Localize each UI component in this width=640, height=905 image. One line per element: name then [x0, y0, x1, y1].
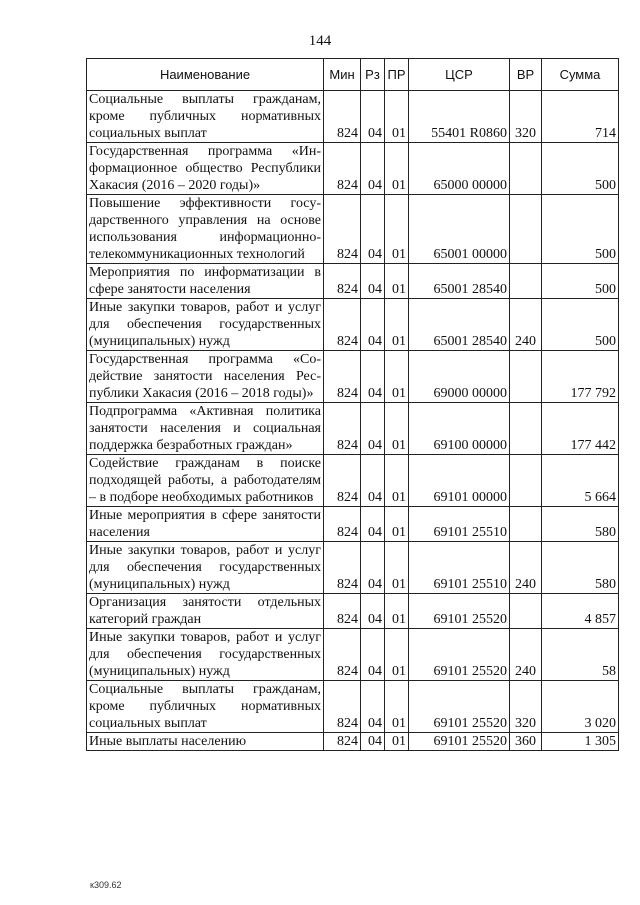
- table-row: [87, 542, 619, 594]
- row-csr: 65001 28540: [409, 264, 510, 299]
- row-min: 824: [324, 403, 361, 455]
- header-rz: Рз: [361, 59, 385, 91]
- row-sum: 500: [542, 264, 619, 299]
- table-header-row: [87, 59, 619, 91]
- table-row: [87, 681, 619, 733]
- row-rz: 04: [361, 299, 385, 351]
- row-vr: [510, 351, 542, 403]
- row-sum: 58: [542, 629, 619, 681]
- row-pr: 01: [385, 681, 409, 733]
- header-name: Наименование: [87, 59, 324, 91]
- row-csr: 69100 00000: [409, 403, 510, 455]
- footer-code: к309.62: [90, 880, 122, 890]
- row-rz: 04: [361, 403, 385, 455]
- row-pr: 01: [385, 91, 409, 143]
- row-name: Повышение эффективности государственного управления на основе использования информационно-телекоммуникационных технологий: [87, 195, 324, 264]
- row-name: Подпрограмма «Активная политика занятости населения и социальная поддержка безработных граждан»: [87, 403, 324, 455]
- row-min: 824: [324, 594, 361, 629]
- table-row: [87, 733, 619, 751]
- row-name: Организация занятости отдельных категорий граждан: [87, 594, 324, 629]
- row-name: Иные закупки товаров, работ и услуг для обеспечения государственных (муниципальных) нужд: [87, 542, 324, 594]
- row-sum: 500: [542, 195, 619, 264]
- header-sum: Сумма: [542, 59, 619, 91]
- row-min: 824: [324, 143, 361, 195]
- row-min: 824: [324, 264, 361, 299]
- row-rz: 04: [361, 542, 385, 594]
- row-vr: 240: [510, 542, 542, 594]
- row-rz: 04: [361, 351, 385, 403]
- row-name: Иные закупки товаров, работ и услуг для обеспечения государственных (муниципальных) нужд: [87, 299, 324, 351]
- row-pr: 01: [385, 299, 409, 351]
- table-row: [87, 299, 619, 351]
- table-row: [87, 455, 619, 507]
- row-name: Содействие гражданам в поиске подходящей работы, а работодателям – в подборе необходимых работников: [87, 455, 324, 507]
- row-sum: 4 857: [542, 594, 619, 629]
- row-vr: [510, 143, 542, 195]
- row-sum: 1 305: [542, 733, 619, 751]
- row-csr: 69101 25520: [409, 733, 510, 751]
- table-row: [87, 264, 619, 299]
- row-vr: 360: [510, 733, 542, 751]
- row-csr: 65001 00000: [409, 195, 510, 264]
- row-sum: 500: [542, 143, 619, 195]
- row-name: Мероприятия по информатизации в сфере занятости населения: [87, 264, 324, 299]
- row-min: 824: [324, 91, 361, 143]
- header-pr: ПР: [385, 59, 409, 91]
- row-csr: 69101 25520: [409, 629, 510, 681]
- row-vr: [510, 264, 542, 299]
- row-csr: 55401 R0860: [409, 91, 510, 143]
- row-min: 824: [324, 455, 361, 507]
- row-min: 824: [324, 629, 361, 681]
- row-csr: 69101 00000: [409, 455, 510, 507]
- row-vr: [510, 403, 542, 455]
- row-name: Иные выплаты населению: [87, 733, 324, 751]
- row-pr: 01: [385, 264, 409, 299]
- header-csr: ЦСР: [409, 59, 510, 91]
- row-sum: 3 020: [542, 681, 619, 733]
- row-sum: 580: [542, 507, 619, 542]
- row-pr: 01: [385, 403, 409, 455]
- row-csr: 69000 00000: [409, 351, 510, 403]
- budget-table: [86, 58, 619, 751]
- row-min: 824: [324, 681, 361, 733]
- row-sum: 714: [542, 91, 619, 143]
- row-rz: 04: [361, 681, 385, 733]
- row-rz: 04: [361, 195, 385, 264]
- row-pr: 01: [385, 351, 409, 403]
- row-pr: 01: [385, 507, 409, 542]
- row-sum: 177 792: [542, 351, 619, 403]
- row-vr: [510, 594, 542, 629]
- row-vr: 320: [510, 91, 542, 143]
- table-row: [87, 507, 619, 542]
- row-min: 824: [324, 507, 361, 542]
- row-name: Социальные выплаты гражданам, кроме публичных нормативных социальных выплат: [87, 681, 324, 733]
- row-name: Государственная программа «Информационное общество Республики Хакасия (2016 – 2020 годы)»: [87, 143, 324, 195]
- table-row: [87, 143, 619, 195]
- row-csr: 69101 25510: [409, 507, 510, 542]
- row-name: Социальные выплаты гражданам, кроме публичных нормативных социальных выплат: [87, 91, 324, 143]
- row-vr: 320: [510, 681, 542, 733]
- header-vr: ВР: [510, 59, 542, 91]
- row-min: 824: [324, 195, 361, 264]
- row-rz: 04: [361, 143, 385, 195]
- row-rz: 04: [361, 455, 385, 507]
- row-name: Иные закупки товаров, работ и услуг для обеспечения государственных (муниципальных) нужд: [87, 629, 324, 681]
- row-pr: 01: [385, 542, 409, 594]
- row-min: 824: [324, 733, 361, 751]
- row-rz: 04: [361, 264, 385, 299]
- row-vr: [510, 455, 542, 507]
- row-pr: 01: [385, 195, 409, 264]
- table-row: [87, 629, 619, 681]
- row-csr: 65000 00000: [409, 143, 510, 195]
- row-pr: 01: [385, 629, 409, 681]
- row-vr: [510, 507, 542, 542]
- row-min: 824: [324, 542, 361, 594]
- row-rz: 04: [361, 594, 385, 629]
- row-pr: 01: [385, 455, 409, 507]
- row-pr: 01: [385, 733, 409, 751]
- row-sum: 500: [542, 299, 619, 351]
- row-csr: 69101 25520: [409, 594, 510, 629]
- row-pr: 01: [385, 143, 409, 195]
- row-vr: 240: [510, 299, 542, 351]
- table-row: [87, 91, 619, 143]
- table-row: [87, 403, 619, 455]
- row-vr: 240: [510, 629, 542, 681]
- row-name: Государственная программа «Содействие занятости населения Республики Хакасия (2016 – 2018 годы)»: [87, 351, 324, 403]
- row-rz: 04: [361, 507, 385, 542]
- row-min: 824: [324, 351, 361, 403]
- row-rz: 04: [361, 629, 385, 681]
- row-min: 824: [324, 299, 361, 351]
- row-name: Иные мероприятия в сфере занятости населения: [87, 507, 324, 542]
- page-number: 144: [308, 33, 332, 49]
- row-csr: 69101 25510: [409, 542, 510, 594]
- header-min: Мин: [324, 59, 361, 91]
- table-row: [87, 195, 619, 264]
- row-pr: 01: [385, 594, 409, 629]
- row-sum: 177 442: [542, 403, 619, 455]
- row-rz: 04: [361, 91, 385, 143]
- row-sum: 5 664: [542, 455, 619, 507]
- table-row: [87, 351, 619, 403]
- row-csr: 69101 25520: [409, 681, 510, 733]
- row-sum: 580: [542, 542, 619, 594]
- table-row: [87, 594, 619, 629]
- row-csr: 65001 28540: [409, 299, 510, 351]
- row-vr: [510, 195, 542, 264]
- row-rz: 04: [361, 733, 385, 751]
